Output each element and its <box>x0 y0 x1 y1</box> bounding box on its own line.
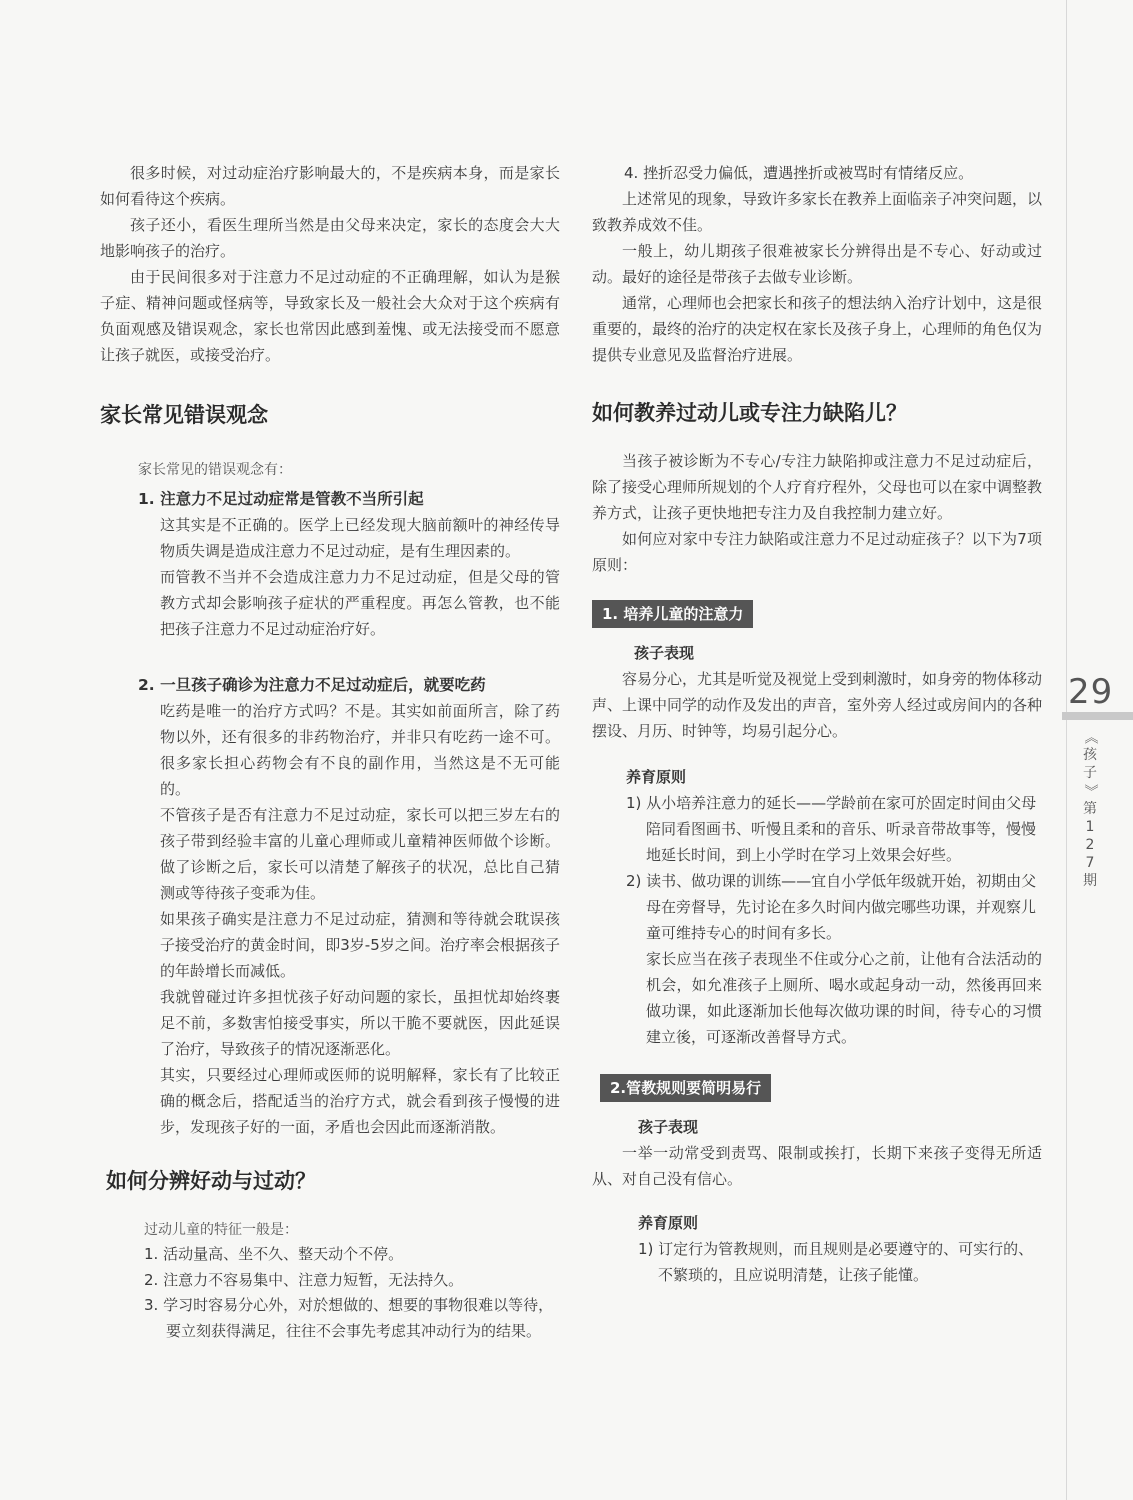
misconception-paragraph: 其实，只要经过心理师或医师的说明解释，家长有了比较正确的概念后，搭配适当的治疗方式，就会看到孩子慢慢的进步，发现孩子好的一面，矛盾也会因此而逐渐消散。 <box>160 1066 560 1136</box>
body-paragraph: 当孩子被诊断为不专心/专注力缺陷抑或注意力不足过动症后，除了接受心理师所规划的个人疗育疗程外，父母也可以在家中调整教养方式，让孩子更快地把专注力及自我控制力建立好。 <box>592 452 1043 522</box>
issue-char: 第 <box>1083 801 1097 817</box>
magazine-issue-label <box>1080 728 1100 890</box>
right-column <box>592 160 1042 1288</box>
list-item: 2. 注意力不容易集中、注意力短暂，无法持久。 <box>144 1270 464 1289</box>
left-column <box>100 160 560 1344</box>
issue-char: 孩 <box>1083 747 1097 763</box>
principle-extra: 家长应当在孩子表现坐不住或分心之前，让他有合法活动的机会，如允准孩子上厕所、喝水或起身动一动，然後再回来做功课，如此逐渐加长他每次做功课的时间，待专心的习惯建立後，可逐渐改善督导方式。 <box>646 950 1042 1046</box>
issue-char: 2 <box>1085 837 1095 853</box>
principle-rule: 2) 读书、做功课的训练——宜自小学低年级就开始，初期由父母在旁督导，先讨论在多久时间内做完哪些功课，并观察儿童可维持专心的时间有多长。 <box>626 872 1037 942</box>
list-item: 3. 学习时容易分心外，对於想做的、想要的事物很难以等待，要立刻获得满足，往往不会事先考虑其冲动行为的结果。 <box>144 1296 554 1340</box>
misconception-title-1: 1. 注意力不足过动症常是管教不当所引起 <box>138 490 424 508</box>
list-item: 1. 活动量高、坐不久、整天动个不停。 <box>144 1245 404 1263</box>
misconception-title-2: 2. 一旦孩子确诊为注意力不足过动症后，就要吃药 <box>138 676 486 694</box>
principle-rule: 1) 订定行为管教规则，而且规则是必要遵守的、可实行的、不繁琐的，且应说明清楚，让孩子能懂。 <box>638 1240 1034 1284</box>
principle-tag-1: 1. 培养儿童的注意力 <box>592 600 753 628</box>
issue-char: 7 <box>1085 855 1095 871</box>
body-paragraph: 上述常见的现象，导致许多家长在教养上面临亲子冲突问题，以致教养成效不佳。 <box>592 190 1043 234</box>
principle-label: 养育原则 <box>638 1214 699 1232</box>
list-item: 4. 挫折忍受力偏低，遭遇挫折或被骂时有情绪反应。 <box>624 164 974 182</box>
intro-paragraph: 孩子还小，看医生理所当然是由父母来决定，家长的态度会大大地影响孩子的治疗。 <box>100 216 560 260</box>
section-title-parenting: 如何教养过动儿或专注力缺陷儿？ <box>592 401 907 425</box>
intro-paragraph: 很多时候，对过动症治疗影响最大的，不是疾病本身，而是家长如何看待这个疾病。 <box>100 164 560 208</box>
principle-rule: 1) 从小培养注意力的延长——学龄前在家可於固定时间由父母陪同看图画书、听慢且柔和的音乐、听录音带故事等，慢慢地延长时间，到上小学时在学习上效果会好些。 <box>626 794 1037 864</box>
section-lead: 过动儿童的特征一般是： <box>144 1222 298 1238</box>
issue-char: 1 <box>1085 819 1095 835</box>
body-paragraph: 一般上，幼儿期孩子很难被家长分辨得出是不专心、好动或过动。最好的途径是带孩子去做专业诊断。 <box>592 242 1042 286</box>
page-edge-line <box>1066 0 1067 1500</box>
section-title-common-misconceptions: 家长常见错误观念 <box>100 403 268 427</box>
behavior-label: 孩子表现 <box>638 1118 699 1136</box>
body-paragraph: 如何应对家中专注力缺陷或注意力不足过动症孩子？以下为7项原则： <box>592 530 1042 574</box>
misconception-paragraph: 不管孩子是否有注意力不足过动症，家长可以把三岁左右的孩子带到经验丰富的儿童心理师或儿童精神医师做个诊断。做了诊断之后，家长可以清楚了解孩子的状况，总比自己猜测或等待孩子变乖为佳。 <box>160 806 560 902</box>
behavior-text: 容易分心，尤其是听觉及视觉上受到刺激时，如身旁的物体移动声、上课中同学的动作及发出的声音，室外旁人经过或房间内的各种摆设、月历、时钟等，均易引起分心。 <box>592 670 1043 740</box>
section-title-active-vs-hyperactive: 如何分辨好动与过动？ <box>106 1169 316 1193</box>
behavior-text: 一举一动常受到责骂、限制或挨打，长期下来孩子变得无所适从、对自己没有信心。 <box>592 1144 1042 1188</box>
issue-char: 》 <box>1082 784 1098 798</box>
section-lead: 家长常见的错误观念有： <box>138 462 292 478</box>
principle-tag-2: 2.管教规则要简明易行 <box>600 1074 771 1102</box>
page-number-bar <box>1062 712 1133 720</box>
misconception-paragraph: 这其实是不正确的。医学上已经发现大脑前额叶的神经传导物质失调是造成注意力不足过动症，是有生理因素的。 <box>160 516 560 560</box>
intro-paragraph: 由于民间很多对于注意力不足过动症的不正确理解，如认为是猴子症、精神问题或怪病等，导致家长及一般社会大众对于这个疾病有负面观感及错误观念，家长也常因此感到羞愧、或无法接受而不愿意让孩子就医，或接受治疗。 <box>100 268 560 364</box>
page-number: 29 <box>1068 672 1114 712</box>
misconception-paragraph: 如果孩子确实是注意力不足过动症，猜测和等待就会耽误孩子接受治疗的黄金时间，即3岁-5岁之间。治疗率会根据孩子的年龄增长而减低。 <box>160 910 560 980</box>
body-paragraph: 通常，心理师也会把家长和孩子的想法纳入治疗计划中，这是很重要的，最终的治疗的决定权在家长及孩子身上，心理师的角色仅为提供专业意见及监督治疗进展。 <box>592 294 1043 364</box>
misconception-paragraph: 吃药是唯一的治疗方式吗？不是。其实如前面所言，除了药物以外，还有很多的非药物治疗，并非只有吃药一途不可。很多家长担心药物会有不良的副作用，当然这是不无可能的。 <box>160 702 560 798</box>
behavior-label: 孩子表现 <box>634 644 695 662</box>
issue-char: 子 <box>1083 765 1097 781</box>
misconception-paragraph: 我就曾碰过许多担忧孩子好动问题的家长，虽担忧却始终裹足不前，多数害怕接受事实，所以干脆不要就医，因此延误了治疗，导致孩子的情况逐渐恶化。 <box>160 988 560 1058</box>
misconception-paragraph: 而管教不当并不会造成注意力力不足过动症，但是父母的管教方式却会影响孩子症状的严重程度。再怎么管教，也不能把孩子注意力不足过动症治疗好。 <box>160 568 560 638</box>
issue-char: 期 <box>1083 873 1097 889</box>
principle-label: 养育原则 <box>626 768 687 786</box>
issue-char: 《 <box>1082 730 1098 744</box>
